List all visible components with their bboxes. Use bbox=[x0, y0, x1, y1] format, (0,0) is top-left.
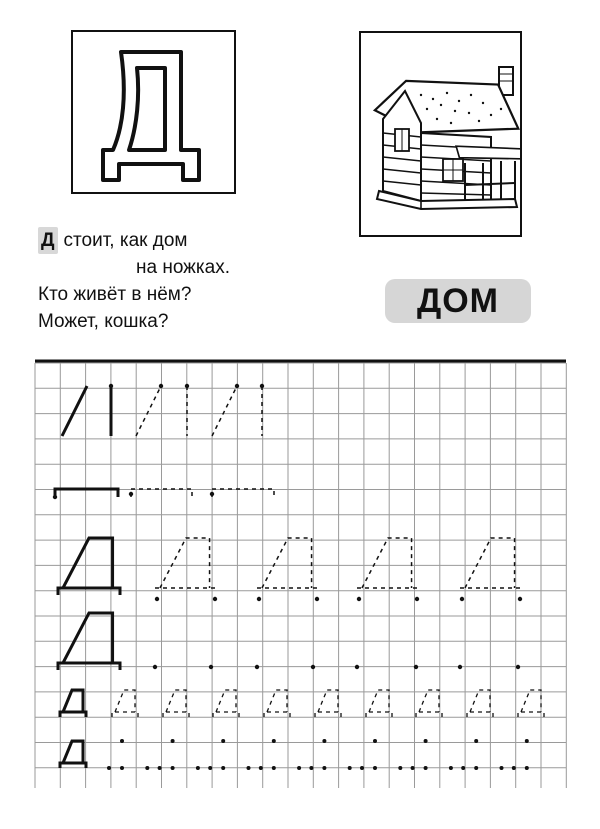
guide-dot bbox=[129, 492, 133, 496]
guide-dot bbox=[525, 766, 529, 770]
dashed-small-letter-de bbox=[115, 690, 135, 712]
guide-dot bbox=[158, 766, 162, 770]
guide-dot bbox=[460, 597, 464, 601]
guide-dot bbox=[424, 766, 428, 770]
dashed-small-letter-de-base bbox=[315, 712, 341, 717]
dashed-base-stroke bbox=[212, 489, 274, 497]
guide-dot bbox=[355, 665, 359, 669]
dashed-small-letter-de bbox=[216, 690, 236, 712]
dashed-small-letter-de bbox=[369, 690, 389, 712]
dashed-small-letter-de-base bbox=[112, 712, 138, 717]
guide-dot bbox=[171, 739, 175, 743]
guide-dot bbox=[107, 766, 111, 770]
guide-dot bbox=[398, 766, 402, 770]
guide-dot bbox=[322, 766, 326, 770]
guide-dot bbox=[159, 384, 163, 388]
guide-dot bbox=[196, 766, 200, 770]
guide-dot bbox=[525, 739, 529, 743]
dashed-small-letter-de-base bbox=[366, 712, 392, 717]
guide-dot bbox=[257, 597, 261, 601]
dashed-small-letter-de bbox=[166, 690, 186, 712]
dashed-small-letter-de bbox=[318, 690, 338, 712]
guide-dot bbox=[322, 739, 326, 743]
guide-dot bbox=[309, 766, 313, 770]
guide-dot bbox=[259, 766, 263, 770]
dashed-small-letter-de bbox=[267, 690, 287, 712]
poem-line-2: на ножках. bbox=[136, 257, 230, 278]
dashed-letter-de bbox=[160, 538, 210, 588]
guide-dot bbox=[260, 384, 264, 388]
guide-dot bbox=[449, 766, 453, 770]
guide-dot bbox=[474, 766, 478, 770]
guide-dot bbox=[512, 766, 516, 770]
guide-dot bbox=[415, 597, 419, 601]
solid-small-letter-de-base bbox=[60, 763, 86, 768]
guide-dot bbox=[458, 665, 462, 669]
guide-dot bbox=[120, 766, 124, 770]
guide-dot bbox=[208, 766, 212, 770]
guide-dot bbox=[272, 739, 276, 743]
solid-base-stroke bbox=[55, 489, 118, 497]
dashed-diagonal-stroke bbox=[212, 386, 237, 436]
poem-line-4: Может, кошка? bbox=[38, 311, 169, 332]
guide-dot bbox=[414, 665, 418, 669]
dashed-small-letter-de-base bbox=[416, 712, 442, 717]
guide-dot bbox=[424, 739, 428, 743]
solid-diagonal-stroke bbox=[62, 386, 87, 436]
guide-dot bbox=[255, 665, 259, 669]
guide-dot bbox=[373, 739, 377, 743]
solid-letter-de bbox=[63, 538, 113, 588]
guide-dot bbox=[221, 766, 225, 770]
guide-dot bbox=[500, 766, 504, 770]
word-label: ДОМ bbox=[385, 279, 531, 323]
guide-dot bbox=[221, 739, 225, 743]
guide-dot bbox=[120, 739, 124, 743]
dashed-small-letter-de bbox=[470, 690, 490, 712]
solid-small-letter-de-base bbox=[60, 712, 86, 717]
guide-dot bbox=[272, 766, 276, 770]
guide-dot bbox=[53, 495, 57, 499]
poem-line-3: Кто живёт в нём? bbox=[38, 284, 192, 305]
dashed-letter-de bbox=[465, 538, 515, 588]
guide-dot bbox=[474, 739, 478, 743]
poem-line-1-text: стоит, как дом bbox=[63, 230, 188, 251]
guide-dot bbox=[411, 766, 415, 770]
dashed-small-letter-de bbox=[419, 690, 439, 712]
guide-dot bbox=[516, 665, 520, 669]
guide-dot bbox=[297, 766, 301, 770]
guide-dot bbox=[213, 597, 217, 601]
dashed-small-letter-de-base bbox=[467, 712, 493, 717]
dashed-small-letter-de-base bbox=[518, 712, 544, 717]
dashed-letter-de bbox=[362, 538, 412, 588]
dashed-small-letter-de-base bbox=[264, 712, 290, 717]
dashed-small-letter-de-base bbox=[163, 712, 189, 717]
solid-letter-de bbox=[63, 613, 113, 663]
guide-dot bbox=[518, 597, 522, 601]
guide-dot bbox=[210, 492, 214, 496]
guide-dot bbox=[311, 665, 315, 669]
guide-dot bbox=[373, 766, 377, 770]
dashed-small-letter-de-base bbox=[213, 712, 239, 717]
guide-dot bbox=[247, 766, 251, 770]
guide-dot bbox=[315, 597, 319, 601]
guide-dot bbox=[357, 597, 361, 601]
guide-dot bbox=[171, 766, 175, 770]
guide-dot bbox=[145, 766, 149, 770]
dashed-letter-de bbox=[262, 538, 312, 588]
guide-dot bbox=[153, 665, 157, 669]
letter-badge: Д bbox=[38, 227, 58, 254]
dashed-small-letter-de bbox=[521, 690, 541, 712]
guide-dot bbox=[109, 384, 113, 388]
guide-dot bbox=[185, 384, 189, 388]
guide-dot bbox=[235, 384, 239, 388]
guide-dot bbox=[348, 766, 352, 770]
dashed-diagonal-stroke bbox=[136, 386, 161, 436]
solid-small-letter-de bbox=[63, 741, 83, 763]
guide-dot bbox=[461, 766, 465, 770]
solid-small-letter-de bbox=[63, 690, 83, 712]
guide-dot bbox=[155, 597, 159, 601]
guide-dot bbox=[209, 665, 213, 669]
guide-dot bbox=[360, 766, 364, 770]
